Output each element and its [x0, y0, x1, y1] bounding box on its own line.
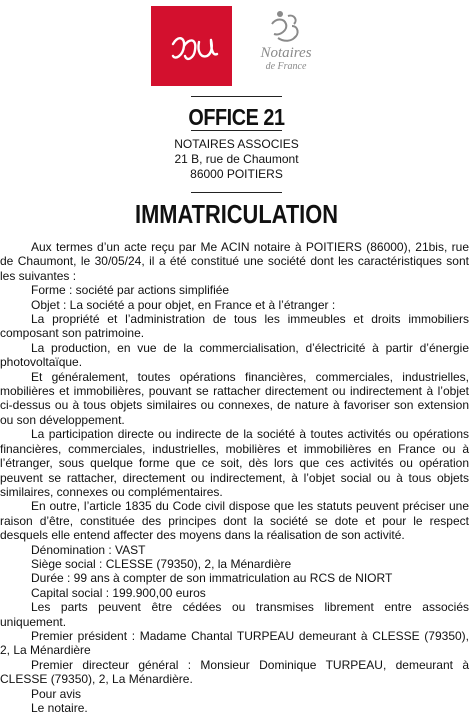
- notaires-de-france-brand: [241, 6, 331, 86]
- office-divider: [191, 130, 282, 131]
- paragraph: La participation directe ou indirecte de la société à toutes activités ou opérations financières, commerciales, industrielles, mobilières et immobilières en France ou à l’étranger, sous quelque forme que ce soit, dès lors que ces activités ou opération peuvent se rattacher, directement ou indirectement, à l’objet social ou à tous objets similaires, connexes ou complémentaires.: [0, 427, 469, 499]
- address-line: 86000 POITIERS: [190, 167, 283, 181]
- paragraph: En outre, l’article 1835 du Code civil dispose que les statuts peuvent préciser une raison d’être, constituée des principes dont la société se dote et pour le respect desquels elle entend affecter des moyens dans la réalisation de son activité.: [0, 499, 469, 543]
- document-body: [0, 240, 469, 715]
- address-line: NOTAIRES ASSOCIES: [174, 137, 299, 151]
- top-divider: [191, 96, 282, 97]
- notary-monogram-logo: [151, 6, 232, 86]
- address-line: 21 B, rue de Chaumont: [174, 152, 299, 166]
- office-address: [0, 137, 473, 182]
- paragraph: Siège social : CLESSE (79350), 2, la Ménardière: [31, 556, 292, 571]
- paragraph: Premier président : Madame Chantal TURPEAU demeurant à CLESSE (79350), 2, La Ménardière: [0, 628, 469, 658]
- paragraph: Forme : société par actions simplifiée: [31, 283, 230, 298]
- paragraph: Les parts peuvent être cédées ou transmises librement entre associés uniquement.: [0, 600, 469, 629]
- paragraph: La propriété et l’administration de tous les immeubles et droits immobiliers composant son patrimoine.: [0, 312, 469, 341]
- paragraph: Et généralement, toutes opérations financières, commerciales, industrielles, mobilières et immobilières, pouvant se rattacher directement ou indirectement à l’objet ci-dessus ou à tous objets similaires ou connexes, de nature à favoriser son extension ou son développement.: [0, 369, 469, 427]
- paragraph: Aux termes d’un acte reçu par Me ACIN notaire à POITIERS (86000), 21bis, rue de Chaumont, le 30/05/24, il a été constitué une société dont les caractéristiques sont les suivantes :: [0, 240, 469, 283]
- paragraph: La production, en vue de la commercialisation, d’électricité à partir d’énergie photovoltaïque.: [0, 340, 469, 370]
- paragraph: Pour avis: [31, 686, 82, 701]
- paragraph: Premier directeur général : Monsieur Dominique TURPEAU, demeurant à CLESSE (79350), 2, La Ménardière.: [0, 657, 469, 687]
- brand-subtitle: de France: [265, 61, 307, 72]
- paragraph: Durée : 99 ans à compter de son immatriculation au RCS de NIORT: [31, 571, 393, 586]
- title-divider: [191, 192, 282, 193]
- paragraph: Capital social : 199.900,00 euros: [31, 585, 206, 600]
- office-title: OFFICE 21: [188, 104, 285, 130]
- document-title: IMMATRICULATION: [135, 199, 338, 229]
- header-logos: [151, 6, 331, 86]
- paragraph: Objet : La société a pour objet, en France et à l’étranger :: [31, 297, 336, 312]
- paragraph: Dénomination : VAST: [31, 542, 146, 557]
- brand-name: Notaires: [260, 45, 312, 61]
- paragraph: Le notaire.: [31, 701, 88, 715]
- notaires-emblem-icon: [266, 6, 306, 44]
- monogram-icon: [151, 6, 232, 86]
